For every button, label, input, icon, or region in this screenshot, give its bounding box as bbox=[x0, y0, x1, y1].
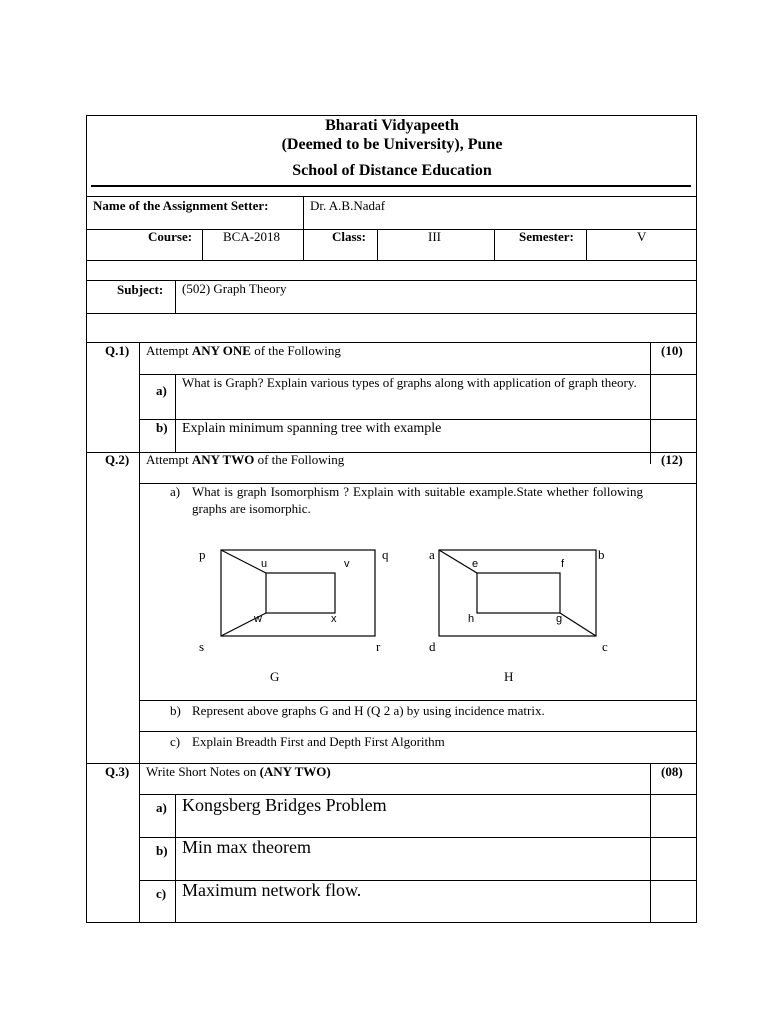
course-value: BCA-2018 bbox=[223, 229, 281, 244]
graph-h-vertex-d: d bbox=[429, 639, 436, 654]
graph-h-vertex-e: e bbox=[472, 558, 479, 570]
graph-g-vertex-v: v bbox=[344, 558, 350, 570]
q2-b-text: Represent above graphs G and H (Q 2 a) by using incidence matrix. bbox=[192, 703, 545, 718]
q3-marks: (08) bbox=[661, 764, 683, 779]
q2-b-label: b) bbox=[170, 703, 181, 718]
graph-h-inner-rect bbox=[477, 573, 560, 613]
q2-a-label: a) bbox=[170, 484, 181, 499]
graph-g-vertex-p: p bbox=[199, 547, 206, 562]
graph-h-vertex-b: b bbox=[598, 547, 605, 562]
q3-a-label: a) bbox=[156, 800, 167, 815]
q3-c-label: c) bbox=[156, 886, 167, 901]
q3-number: Q.3) bbox=[105, 764, 130, 779]
graph-g-diagram bbox=[195, 540, 395, 670]
graph-h-vertex-h: h bbox=[468, 613, 475, 625]
q1-marks: (10) bbox=[661, 343, 683, 358]
q2-marks: (12) bbox=[661, 452, 683, 467]
subject-value: (502) Graph Theory bbox=[182, 281, 287, 296]
graph-h-name: H bbox=[504, 669, 514, 684]
semester-value: V bbox=[637, 229, 647, 244]
q2-c-label: c) bbox=[170, 734, 181, 749]
graph-g-vertex-s: s bbox=[199, 639, 205, 654]
graph-h-vertex-c: c bbox=[602, 639, 608, 654]
university-name: Bharati Vidyapeeth bbox=[325, 117, 459, 134]
q1-number: Q.1) bbox=[105, 343, 130, 358]
setter-value: Dr. A.B.Nadaf bbox=[310, 198, 386, 213]
university-subtitle: (Deemed to be University), Pune bbox=[281, 136, 503, 153]
graph-g-vertex-w: w bbox=[254, 613, 262, 625]
q2-number: Q.2) bbox=[105, 452, 130, 467]
school-name: School of Distance Education bbox=[292, 162, 492, 179]
q1-b-text: Explain minimum spanning tree with example bbox=[182, 421, 442, 436]
q3-b-text: Min max theorem bbox=[182, 837, 311, 857]
q3-b-label: b) bbox=[156, 843, 168, 858]
graph-h-edge-gc bbox=[560, 613, 596, 636]
q1-a-label: a) bbox=[156, 383, 167, 398]
graph-g-vertex-q: q bbox=[382, 547, 389, 562]
header-rule bbox=[91, 185, 691, 187]
q1-b-label: b) bbox=[156, 420, 168, 435]
semester-label: Semester: bbox=[519, 229, 574, 244]
graph-g-vertex-x: x bbox=[331, 613, 337, 625]
q2-instruction: Attempt ANY TWO of the Following bbox=[146, 452, 345, 467]
graph-h-outer-rect bbox=[439, 550, 596, 636]
graph-g-inner-rect bbox=[266, 573, 335, 613]
q3-c-text: Maximum network flow. bbox=[182, 880, 362, 900]
q1-a-text: What is Graph? Explain various types of graphs along with application of graph theory. bbox=[182, 375, 637, 390]
graph-g-name: G bbox=[270, 669, 280, 684]
graph-g-edge-pu bbox=[221, 550, 266, 573]
q3-a-text: Kongsberg Bridges Problem bbox=[182, 795, 387, 815]
class-value: III bbox=[428, 229, 441, 244]
graph-h-diagram bbox=[425, 540, 620, 670]
subject-label: Subject: bbox=[117, 282, 164, 297]
q2-c-text: Explain Breadth First and Depth First Algorithm bbox=[192, 734, 445, 749]
q2-a-text: What is graph Isomorphism ? Explain with suitable example.State whether following graphs are isomorphic. bbox=[192, 484, 643, 516]
graph-h-vertex-g: g bbox=[556, 613, 563, 625]
q1-instruction: Attempt ANY ONE of the Following bbox=[146, 343, 341, 358]
graph-h-vertex-f: f bbox=[561, 558, 565, 570]
graph-g-vertex-r: r bbox=[376, 639, 381, 654]
graph-g-outer-rect bbox=[221, 550, 375, 636]
graph-h-vertex-a: a bbox=[429, 547, 435, 562]
class-label: Class: bbox=[332, 229, 366, 244]
setter-label: Name of the Assignment Setter: bbox=[93, 198, 269, 213]
q3-instruction: Write Short Notes on (ANY TWO) bbox=[146, 764, 331, 779]
course-label: Course: bbox=[148, 229, 193, 244]
graph-g-vertex-u: u bbox=[261, 558, 268, 570]
